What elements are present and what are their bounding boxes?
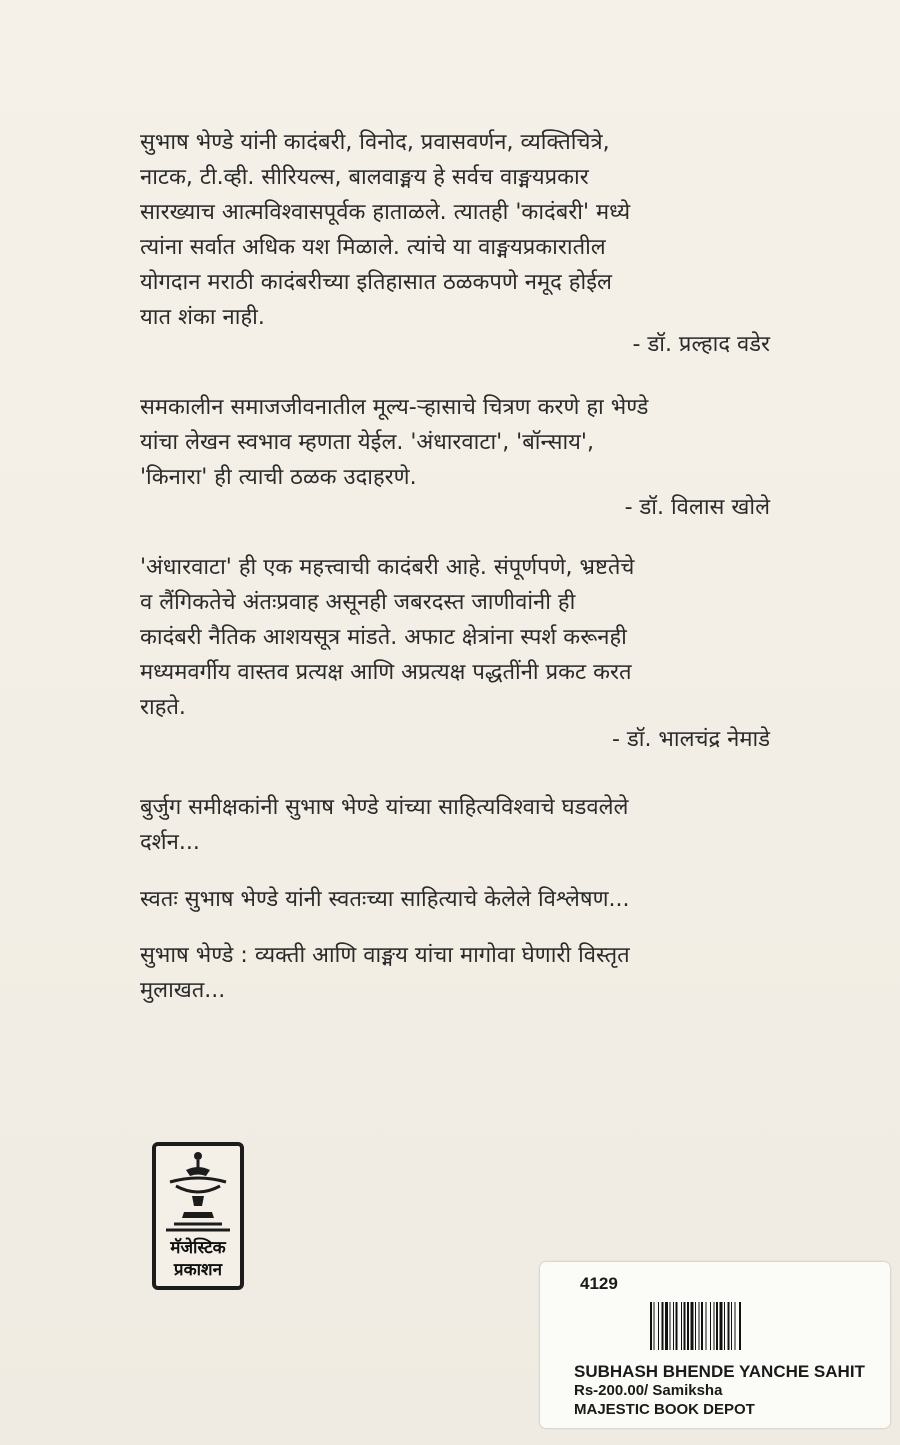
barcode-icon [650, 1302, 800, 1350]
quote-line: नाटक, टी.व्ही. सीरियल्स, बालवाङ्मय हे सर्वच वाङ्मयप्रकार [140, 165, 589, 190]
quote-signature-2: - डॉ. विलास खोले [624, 495, 770, 520]
note-line: दर्शन... [140, 830, 200, 855]
note-1 [140, 790, 780, 860]
note-line: बुर्जुग समीक्षकांनी सुभाष भेण्डे यांच्या साहित्यविश्वाचे घडवलेले [140, 795, 629, 820]
quote-line: योगदान मराठी कादंबरीच्या इतिहासात ठळकपणे नमूद होईल [140, 270, 612, 295]
quote-signature-1: - डॉ. प्रल्हाद वडेर [632, 332, 770, 357]
sticker-code: 4129 [580, 1274, 618, 1293]
quote-line: त्यांना सर्वात अधिक यश मिळाले. त्यांचे या वाङ्मयप्रकारातील [140, 235, 606, 260]
quote-line: समकालीन समाजजीवनातील मूल्य-ऱ्हासाचे चित्रण करणे हा भेण्डे [140, 395, 649, 420]
quote-line: राहते. [140, 695, 186, 720]
note-2 [140, 882, 780, 917]
quote-line: 'अंधारवाटा' ही एक महत्त्वाची कादंबरी आहे. संपूर्णपणे, भ्रष्टतेचे [140, 555, 635, 580]
sticker-seller: MAJESTIC BOOK DEPOT [574, 1401, 755, 1418]
lamp-icon [156, 1146, 240, 1236]
quote-block-3 [140, 550, 780, 725]
note-line: सुभाष भेण्डे : व्यक्ती आणि वाङ्मय यांचा मागोवा घेणारी विस्तृत [140, 943, 630, 968]
quote-line: यांचा लेखन स्वभाव म्हणता येईल. 'अंधारवाटा', 'बॉन्साय', [140, 430, 594, 455]
note-3 [140, 938, 780, 1008]
sticker-title: SUBHASH BHENDE YANCHE SAHIT [574, 1362, 865, 1381]
quote-line: कादंबरी नैतिक आशयसूत्र मांडते. अफाट क्षेत्रांना स्पर्श करूनही [140, 625, 627, 650]
publisher-name-line2: प्रकाशन [173, 1260, 223, 1280]
quote-line: सुभाष भेण्डे यांनी कादंबरी, विनोद, प्रवासवर्णन, व्यक्तिचित्रे, [140, 130, 610, 155]
price-sticker [540, 1262, 890, 1428]
note-line: मुलाखत... [140, 978, 226, 1003]
publisher-name-line1: मॅजेस्टिक [170, 1238, 226, 1258]
quote-line: यात शंका नाही. [140, 305, 265, 330]
quote-line: 'किनारा' ही त्याची ठळक उदाहरणे. [140, 465, 417, 490]
publisher-logo [152, 1142, 244, 1290]
quote-line: मध्यमवर्गीय वास्तव प्रत्यक्ष आणि अप्रत्यक्ष पद्धतींनी प्रकट करत [140, 660, 632, 685]
quote-line: सारख्याच आत्मविश्वासपूर्वक हाताळले. त्यातही 'कादंबरी' मध्ये [140, 200, 631, 225]
note-line: स्वतः सुभाष भेण्डे यांनी स्वतःच्या साहित्याचे केलेले विश्लेषण... [140, 887, 630, 912]
quote-line: व लैंगिकतेचे अंतःप्रवाह असूनही जबरदस्त जाणीवांनी ही [140, 590, 576, 615]
sticker-price: Rs-200.00/ Samiksha [574, 1382, 723, 1399]
quote-block-1 [140, 125, 780, 335]
quote-signature-3: - डॉ. भालचंद्र नेमाडे [612, 727, 770, 752]
quote-block-2 [140, 390, 780, 495]
